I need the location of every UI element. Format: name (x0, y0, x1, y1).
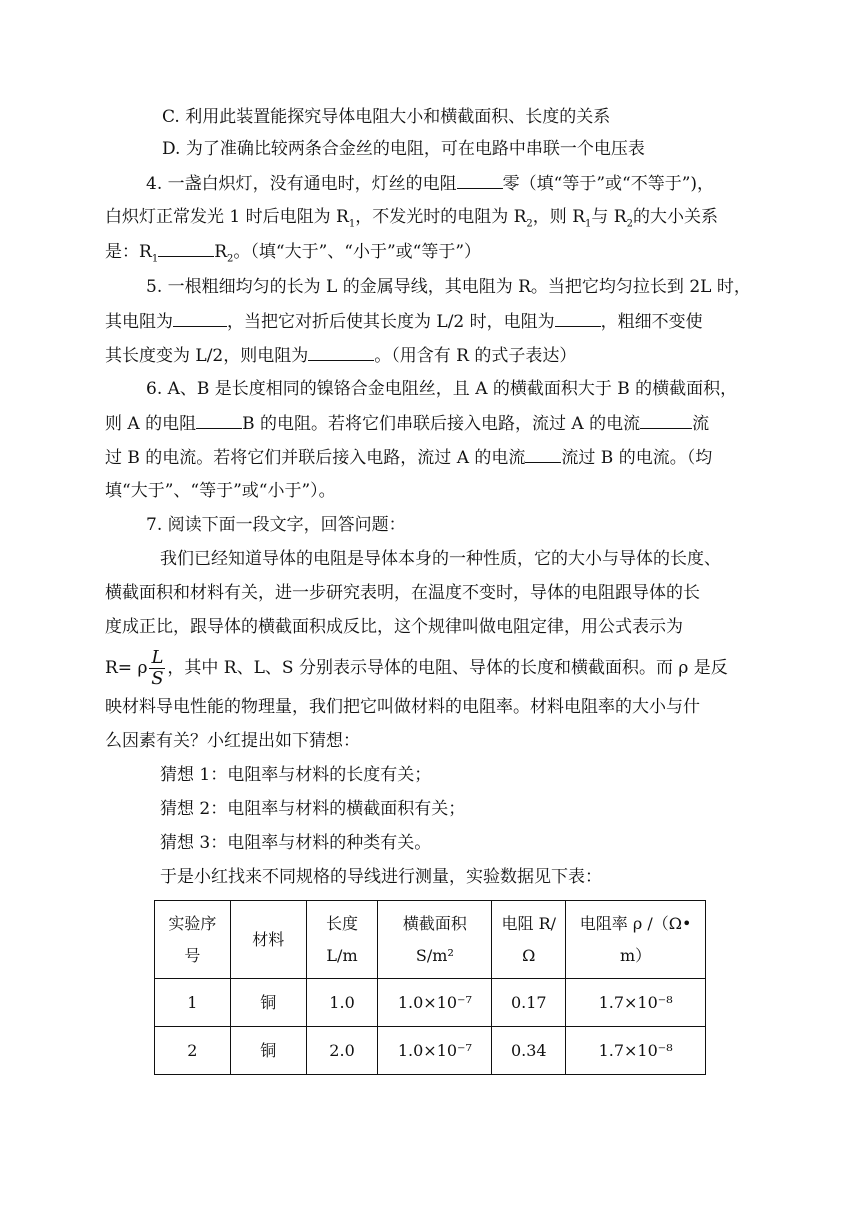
q4-line-3 (105, 240, 481, 263)
table-cell: 铜 (230, 979, 306, 1027)
header-cell: 长度 L/m (306, 901, 378, 979)
q4-text: R (214, 242, 227, 262)
q6-text: 流 (692, 414, 710, 434)
fraction-denominator: S (151, 668, 164, 689)
table-intro: 于是小红找来不同规格的导线进行测量，实验数据见下表： (160, 867, 602, 887)
q5-text: 其电阻为 (105, 312, 173, 332)
q6-text: 过 B 的电流。若将它们并联后接入电路，流过 A 的电流 (105, 448, 526, 468)
q7-paragraph-line: 么因素有关？小红提出如下猜想： (105, 731, 360, 751)
data-table (154, 900, 706, 1075)
table-cell: 1.0 (306, 979, 378, 1027)
q4-blank-1[interactable] (457, 172, 503, 189)
q6-text: 流过 B 的电流。（均 (561, 448, 713, 468)
subscript: 1 (151, 253, 159, 265)
table-cell: 1 (155, 979, 231, 1027)
q4-text: 4. 一盏白炽灯，没有通电时，灯丝的电阻 (146, 174, 457, 194)
q6-line-4: 填“大于”、“等于”或“小于”）。 (105, 481, 336, 501)
subscript: 2 (526, 218, 533, 230)
q4-blank-2[interactable] (158, 240, 214, 257)
subscript: 1 (348, 218, 356, 230)
header-cell: 电阻率 ρ /（Ω• m） (566, 901, 706, 979)
q4-text: ，不发光时的电阻为 R (355, 207, 527, 227)
formula-prefix: R= ρ (105, 658, 148, 678)
q6-text: B 的电阻。若将它们串联后接入电路，流过 A 的电流 (242, 414, 641, 434)
q5-text: ，当把它对折后使其长度为 L/2 时，电阻为 (227, 312, 555, 332)
option-c: C. 利用此装置能探究导体电阻大小和横截面积、长度的关系 (162, 107, 611, 127)
q6-line-1: 6. A、B 是长度相同的镍铬合金电阻丝，且 A 的横截面积大于 B 的横截面积， (146, 379, 738, 399)
q7-paragraph-line: 映材料导电性能的物理量，我们把它叫做材料的电阻率。材料电阻率的大小与什 (105, 697, 700, 717)
header-cell: 横截面积 S/m² (378, 901, 492, 979)
hypothesis-2: 猜想 2：电阻率与材料的横截面积有关； (160, 799, 466, 819)
q6-text: 则 A 的电阻 (105, 414, 197, 434)
option-d: D. 为了准确比较两条合金丝的电阻，可在电路中串联一个电压表 (162, 139, 645, 159)
q6-line-3 (105, 446, 712, 469)
table-cell: 2.0 (306, 1027, 378, 1075)
hypothesis-1: 猜想 1：电阻率与材料的长度有关； (160, 765, 432, 785)
header-cell: 材料 (230, 901, 306, 979)
q7-title: 7. 阅读下面一段文字，回答问题： (146, 515, 406, 535)
hypothesis-3: 猜想 3：电阻率与材料的种类有关。 (160, 833, 432, 853)
table-header-row (155, 901, 706, 979)
table-cell: 0.17 (492, 979, 566, 1027)
subscript: 2 (227, 253, 234, 265)
fraction-numerator: L (151, 647, 164, 668)
table-row (155, 979, 706, 1027)
table-row (155, 1027, 706, 1075)
subscript: 2 (626, 218, 633, 230)
q6-blank-1[interactable] (196, 412, 242, 429)
q6-blank-3[interactable] (525, 446, 561, 463)
q4-text: 与 R (591, 207, 627, 227)
q5-text: 。（用含有 R 的式子表达） (374, 346, 577, 366)
q7-paragraph-line: 我们已经知道导体的电阻是导体本身的一种性质，它的大小与导体的长度、 (160, 549, 721, 569)
q4-text: ，则 R (532, 207, 586, 227)
q7-formula-line (105, 646, 728, 690)
q5-blank-1[interactable] (173, 310, 227, 327)
q6-line-2 (105, 412, 709, 435)
q4-text: 是：R (105, 242, 152, 262)
header-cell: 电阻 R/ Ω (492, 901, 566, 979)
subscript: 1 (585, 218, 592, 230)
q7-text: ，其中 R、L、S 分别表示导体的电阻、导体的长度和横截面积。而 ρ 是反 (167, 658, 728, 678)
formula-fraction (149, 648, 165, 689)
q5-text: ，粗细不变使 (600, 312, 703, 332)
q4-line-1 (146, 172, 714, 195)
q4-text: 白炽灯正常发光 1 时后电阻为 R (105, 207, 349, 227)
q4-text: 的大小关系 (632, 207, 718, 227)
header-cell: 实验序 号 (155, 901, 231, 979)
q4-text: 零（填“等于”或“不等于”)， (502, 174, 715, 194)
table-cell: 2 (155, 1027, 231, 1075)
q7-paragraph-line: 横截面积和材料有关，进一步研究表明，在温度不变时，导体的电阻跟导体的长 (105, 583, 700, 603)
table-cell: 铜 (230, 1027, 306, 1075)
q7-paragraph-line: 度成正比，跟导体的横截面积成反比，这个规律叫做电阻定律，用公式表示为 (105, 617, 683, 637)
table-cell: 1.7×10⁻⁸ (566, 1027, 706, 1075)
q5-line-3 (105, 344, 576, 367)
q4-text: 。（填“大于”、“小于”或“等于”） (233, 242, 482, 262)
q5-text: 其长度变为 L/2，则电阻为 (105, 346, 309, 366)
table-cell: 1.0×10⁻⁷ (378, 979, 492, 1027)
q5-line-1: 5. 一根粗细均匀的长为 L 的金属导线，其电阻为 R。当把它均匀拉长到 2L 时， (146, 277, 751, 297)
table-cell: 1.0×10⁻⁷ (378, 1027, 492, 1075)
q5-blank-2[interactable] (555, 310, 601, 327)
q6-blank-2[interactable] (640, 412, 692, 429)
q5-line-2 (105, 310, 703, 333)
q4-line-2 (105, 206, 718, 228)
table-cell: 1.7×10⁻⁸ (566, 979, 706, 1027)
table-cell: 0.34 (492, 1027, 566, 1075)
q5-blank-3[interactable] (308, 344, 374, 361)
